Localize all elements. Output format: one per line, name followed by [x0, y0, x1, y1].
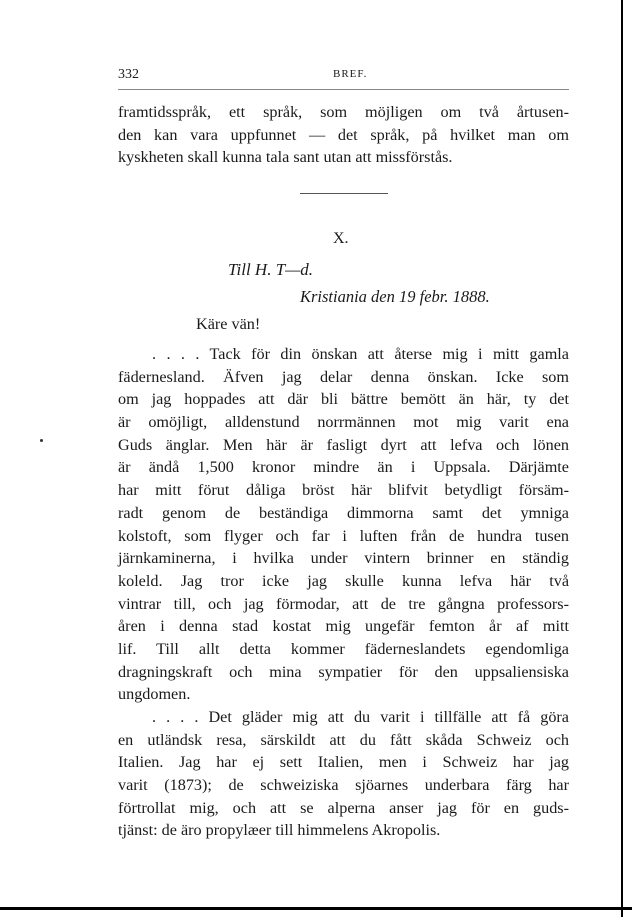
text-line: åren i denna stad kostat mig ungefär femton år af mitt — [118, 617, 569, 636]
text-line: förtrollat mig, och att se alperna anser jag för en guds- — [118, 798, 569, 817]
text-line: ungdomen. — [118, 685, 191, 704]
text-line: är omöjligt, alldenstund norrmännen mot mig varit ena — [118, 413, 569, 432]
text-line: den kan vara uppfunnet — det språk, på hvilket man om — [118, 125, 569, 144]
scan-border-right — [621, 0, 623, 917]
text-line: järnkaminerna, i hvilka under vintern brinner en ständig — [118, 549, 569, 568]
text-line: kyskheten skall kunna tala sant utan att missförstås. — [118, 148, 453, 167]
letter-salutation: Käre vän! — [196, 315, 261, 333]
page-number: 332 — [118, 67, 139, 82]
text-line: Guds änglar. Men här är fasligt dyrt att lefva och lönen — [118, 435, 569, 454]
text-line: Italien. Jag har ej sett Italien, men i Schweiz har jag — [118, 753, 569, 772]
text-line: . . . . Det gläder mig att du varit i tillfälle att få göra — [152, 708, 569, 726]
letter-addressee: Till H. T—d. — [228, 260, 314, 279]
text-line: fädernesland. Äfven jag delar denna önskan. Icke som — [118, 367, 569, 386]
section-separator — [300, 193, 388, 194]
text-line: tjänst: de äro propylæer till himmelens Akropolis. — [118, 821, 441, 840]
text-line: kolstoft, som flyger och far i luften från de hundra tusen — [118, 526, 569, 545]
page-header — [118, 67, 569, 89]
letter-number: X. — [333, 230, 349, 247]
text-line: varit (1873); de schweiziska sjöarnes underbara färg har — [118, 776, 569, 795]
text-line: . . . . Tack för din önskan att återse mig i mitt gamla — [152, 345, 569, 363]
text-line: om jag hoppades att där bli bättre bemött än här, ty det — [118, 390, 569, 409]
text-line: lif. Till allt detta kommer fäderneslandets egendomliga — [118, 639, 569, 658]
letter-dateline: Kristiania den 19 febr. 1888. — [300, 287, 490, 306]
text-line: har mitt förut dåliga bröst här blifvit betydligt försäm- — [118, 481, 569, 500]
text-line: koleld. Jag tror icke jag skulle kunna lefva här två — [118, 571, 569, 590]
running-head: BREF. — [333, 68, 368, 80]
scan-border-bottom — [0, 907, 632, 910]
text-line: dragningskraft och mina sympatier för den uppsaliensiska — [118, 662, 569, 681]
paragraph-1 — [118, 343, 569, 842]
text-line: radt genom de beständiga dimmorna samt det ymniga — [118, 503, 569, 522]
text-line: en utländsk resa, särskildt att du fått skåda Schweiz och — [118, 730, 569, 749]
text-line: är ändå 1,500 kronor mindre än i Uppsala. Därjämte — [118, 458, 569, 477]
text-line: framtidsspråk, ett språk, som möjligen om två årtusen- — [118, 103, 569, 121]
scan-speck — [40, 439, 43, 442]
header-rule — [118, 89, 569, 90]
top-paragraph — [118, 101, 569, 169]
text-line: vintrar till, och jag förmodar, att de tre gångna professors- — [118, 594, 569, 613]
